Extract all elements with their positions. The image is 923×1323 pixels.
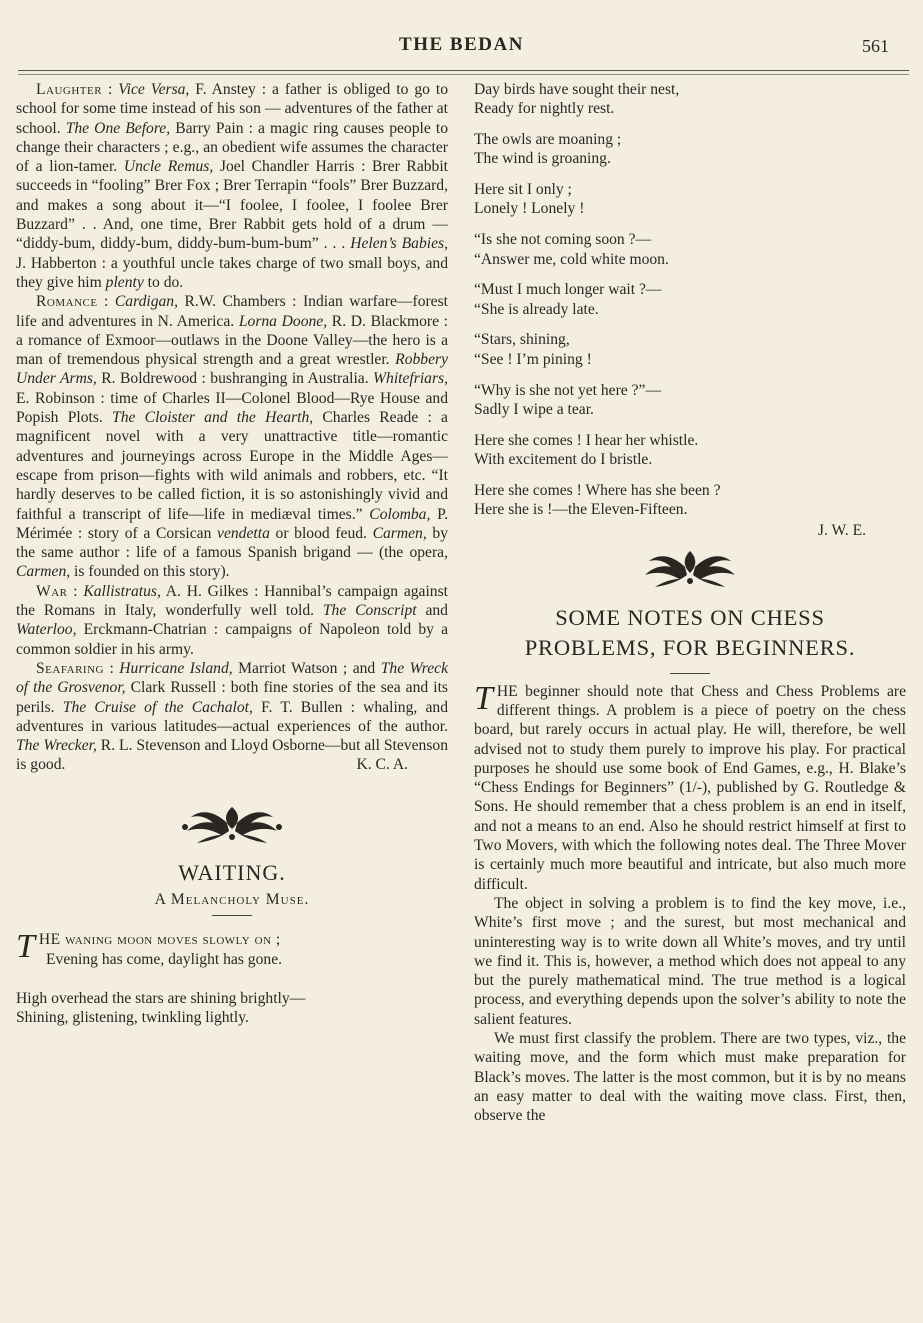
verse-line: “She is already late. [474, 300, 599, 318]
stanza [474, 481, 906, 520]
stanza [474, 80, 906, 119]
paragraph-war [16, 582, 448, 659]
text-run: Barry Pain : a magic ring causes people to change their characters ; e.g., an obedient wife assumes the character of a lion-tamer. [16, 119, 448, 176]
italic-title: Waterloo, [16, 621, 77, 639]
italic-title: Whitefriars, [373, 370, 448, 388]
poem-line-3: High overhead the stars are shining brightly— [16, 989, 306, 1007]
verse-line: Day birds have sought their nest, [474, 81, 680, 98]
text-run: is founded on this story). [70, 563, 230, 581]
text-run: Joel Chandler Harris : Brer Rabbit succeeds in “fooling” Brer Fox ; Brer Terrapin “fools” Brer Buzzard, and makes a song about it—“I foolee, I foolee, I foolee Brer Buzzard” . . And, one time, Brer Rabbit gets hold of a drum — “diddy-bum, diddy-bum, diddy-bum-bum-bum” . . . [16, 158, 448, 253]
text-run: or blood feud. [269, 524, 373, 542]
running-header [0, 30, 923, 60]
text-run: : [67, 582, 84, 600]
left-column [16, 80, 448, 1027]
text-run: Erckmann-Chatrian : campaigns of Napoleon told by a common soldier in his army. [16, 621, 448, 658]
poem-dropcap: T [16, 928, 35, 966]
verse-line: Ready for nightly rest. [474, 100, 615, 118]
text-run: Clark Russell : both fine stories of the sea and its perils. [16, 679, 448, 716]
italic-title: Colomba, [369, 505, 431, 523]
verse-line: The wind is groaning. [474, 150, 611, 168]
stanza [474, 280, 906, 319]
text-run: A. H. Gilkes : Hannibal’s campaign against the Romans in Italy, wonderfully well told. [16, 582, 448, 620]
header-rule-secondary [18, 74, 909, 75]
text-run: R. L. Stevenson and Lloyd Osborne—but all Stevenson is good. [16, 737, 448, 774]
verse-line: With excitement do I bristle. [474, 450, 653, 468]
italic-title: Lorna Doone, [238, 312, 328, 330]
article-title [474, 603, 906, 663]
stanza [474, 130, 906, 169]
verse-line: “Must I much longer wait ?— [474, 281, 662, 299]
article-paragraph-1 [474, 679, 906, 894]
stanza [474, 180, 906, 219]
poem-subtitle: A Melancholy Muse. [154, 890, 310, 908]
verse-line: “See ! I’m pining ! [474, 350, 592, 368]
italic-title: Kallistratus, [83, 582, 161, 600]
verse-line: Lonely ! Lonely ! [474, 200, 585, 218]
verse-line: “Answer me, cold white moon. [474, 250, 669, 268]
text-run: F. T. Bullen : whaling, and adventures in various latitudes—actual experiences of the author. [16, 698, 449, 735]
italic-title: plenty [105, 273, 144, 291]
article-title-line-1: SOME NOTES ON CHESS [555, 604, 825, 630]
text-run: : [102, 81, 119, 98]
text-run: : [103, 659, 120, 677]
text-run: and [416, 602, 448, 620]
verse-line: “Is she not coming soon ?— [474, 231, 652, 249]
italic-title: The Conscript [322, 602, 417, 620]
short-divider [212, 915, 252, 916]
text-run: to do. [143, 273, 184, 291]
running-title: THE BEDAN [399, 34, 524, 55]
verse-line: “Why is she not yet here ?”— [474, 381, 662, 399]
italic-title: The Wrecker, [16, 737, 97, 755]
genre-label: War [36, 582, 68, 600]
genre-label: Seafaring [36, 659, 104, 677]
italic-title: The Cloister and the Hearth, [112, 409, 314, 427]
italic-title: Hurricane Island, [119, 659, 233, 677]
poem-continuation [474, 80, 906, 541]
paragraph-romance [16, 292, 448, 581]
italic-title: Helen’s Babies, [350, 235, 448, 253]
article-paragraph-2: The object in solving a problem is to find the key move, i.e., White’s first move ; and the surest, but most mechanical and uninteresting way is to write down all White’s moves, and try until we find it. This is, however, a method which does not appeal to any but the purely mathematical mind. The true method is a logical process, and everything depends upon the solver’s ability to note the salient features. [474, 894, 906, 1028]
stanza [474, 381, 906, 420]
text-run: F. Anstey : a father is obliged to go to school for some time instead of his son — adventures of the father at school. [16, 81, 448, 137]
verse-line: “Stars, shining, [474, 331, 570, 349]
header-rule [18, 70, 909, 71]
short-divider [670, 673, 710, 674]
italic-title: Vice Versa, [118, 81, 190, 98]
italic-title: Cardigan, [114, 293, 178, 311]
genre-label: Laughter [36, 81, 103, 98]
italic-title: The Cruise of the Cachalot, [62, 698, 253, 716]
text-run: P. Mérimée : story of a Corsican [16, 505, 448, 542]
article-paragraph-3: We must first classify the problem. There are two types, viz., the waiting move, and the form which must make preparation for Black’s moves. The latter is the most common, but it is by no means an easy matter to deal with the waiting move class. First, then, observe the [474, 1029, 906, 1125]
verse-line: Sadly I wipe a tear. [474, 400, 594, 418]
italic-title: Carmen, [16, 563, 71, 581]
genre-label: Romance [36, 293, 98, 311]
article-dropcap: T [474, 679, 493, 717]
article-title-line-2: PROBLEMS, FOR BEGINNERS. [524, 634, 856, 660]
stanza [474, 431, 906, 470]
verse-line: Here she comes ! I hear her whistle. [474, 431, 699, 449]
text-run: Marriot Watson ; and [232, 659, 381, 677]
text-run: R. D. Blackmore : a romance of Exmoor—outlaws in the Doone Valley—the hero is a man of tremendous physical strength and a great wrestler. [16, 312, 448, 369]
text-run: : [97, 293, 115, 311]
verse-line: Here she comes ! Where has she been ? [474, 481, 721, 499]
poem-title-waiting: WAITING. [178, 859, 286, 885]
paragraph-laughter [16, 80, 448, 292]
paragraph-seafaring [16, 659, 448, 775]
poem-waiting-opening [16, 930, 448, 1027]
verse-line: Here sit I only ; [474, 181, 572, 199]
poem-line-4: Shining, glistening, twinkling lightly. [16, 1009, 249, 1027]
ornament-flourish-icon [177, 799, 287, 845]
stanza [474, 330, 906, 369]
poem-line-2: Evening has come, daylight has gone. [46, 950, 283, 968]
article-body [474, 679, 906, 1126]
italic-title: Carmen, [372, 524, 427, 542]
article-paragraph-1-text: HE beginner should note that Chess and Chess Problems are different things. A problem is a piece of poetry on the chess board, but rarely occurs in actual play. He will, therefore, be well advised not to study them purely to improve his play. For practical purposes he should use some book of End Games, e.g., H. Blake’s “Chess Endings for Beginners” (1/-), published by G. Routledge & Sons. He should remember that a chess problem is an end in itself, and not a means to an end. Also he should restrict himself at first to Two Movers, with which the following notes deal. The Three Mover is certainly much more beautiful and intricate, but also much more difficult. [474, 682, 906, 893]
verse-line: Here she is !—the Eleven-Fifteen. [474, 501, 688, 519]
italic-title: Robbery Under Arms, [16, 351, 448, 388]
text-run: Charles Reade : a magnificent novel with a very unattractive title—romantic adventures and journeyings across Europe in the Middle Ages—escape from prison—fights with wild animals and robbers, etc. “It hardly deserves to be called fiction, it is so astonishingly vivid and faithful a transcript of life—life in mediæval times.” [16, 409, 448, 523]
text-run: E. Robinson : time of Charles II—Colonel Blood—Rye House and Popish Plots. [16, 389, 448, 427]
italic-title: The One Before, [65, 119, 171, 137]
text-run: by the same author : life of a famous Spanish brigand — (the opera, [16, 524, 448, 562]
italic-title: The Wreck of the Grosvenor, [16, 659, 449, 697]
text-run: J. Habberton : a youthful uncle takes charge of two small boys, and they give him [16, 254, 448, 291]
ornament-flourish-icon [635, 545, 745, 589]
stanza [474, 230, 906, 269]
italic-title: vendetta [217, 524, 270, 542]
right-column [474, 80, 906, 1125]
text-run: R.W. Chambers : Indian warfare—forest life and adventures in N. America. [16, 293, 448, 330]
text-run: R. Boldrewood : bushranging in Australia. [96, 370, 374, 388]
page-number: 561 [862, 36, 889, 56]
poem-signature: J. W. E. [817, 522, 866, 540]
author-signature-kca: K. C. A. [356, 756, 408, 774]
verse-line: The owls are moaning ; [474, 131, 622, 149]
poem-line-1: HE waning moon moves slowly on ; [38, 931, 281, 949]
italic-title: Uncle Remus, [123, 158, 214, 176]
